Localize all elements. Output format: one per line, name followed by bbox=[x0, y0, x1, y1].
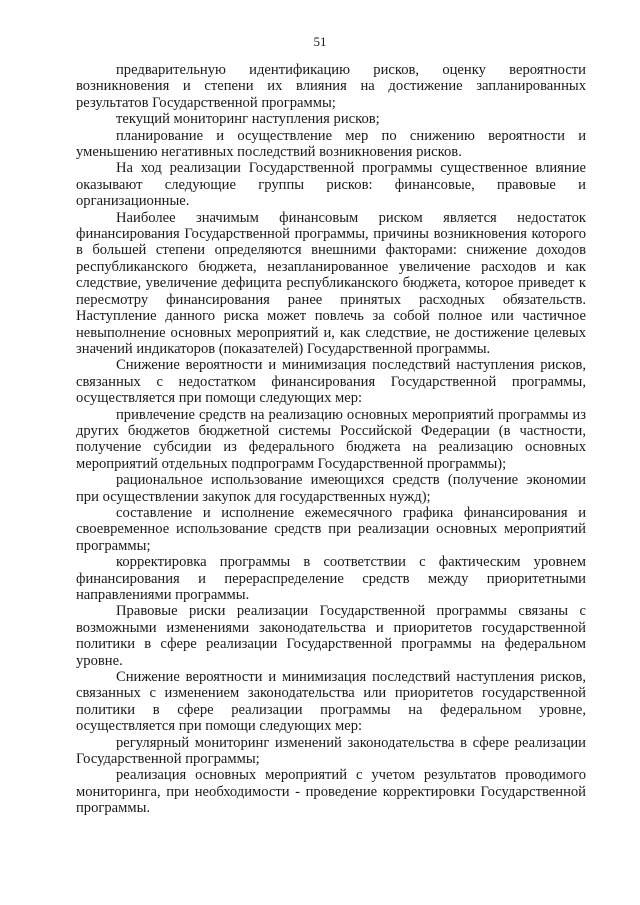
paragraph-financial-risk: Наиболее значимым финансовым риском является недостаток финансирования Государственной программы, причины возникновения которого в большей степени определяются внешними факторами: снижение доходов республиканского бюджета, незапланированное увеличение расходов и как следствие, увеличение дефицита республиканского бюджета, которое приведет к пересмотру финансирования ранее принятых расходных обязательств. Наступление данного риска может повлечь за собой полное или частичное невыполнение основных мероприятий и, как следствие, не достижение целевых значений индикаторов (показателей) Государственной программы. bbox=[76, 209, 586, 357]
paragraph-risk-monitoring: текущий мониторинг наступления рисков; bbox=[116, 111, 380, 128]
paragraph-measure-adjustment: корректировка программы в соответствии с фактическим уровнем финансирования и перераспределение средств между приоритетными направлениями программы. bbox=[76, 554, 586, 603]
paragraph-measure-attract-funds: привлечение средств на реализацию основных мероприятий программы из других бюджетов бюджетной системы Российской Федерации (в частности, получение субсидии из федерального бюджета на реализацию основных мероприятий отдельных подпрограмм Государственной программы); bbox=[76, 406, 586, 472]
paragraph-legal-risks: Правовые риски реализации Государственной программы связаны с возможными изменениями законодательства и приоритетов государственной политики в сфере реализации Государственной программы на федеральном уровне. bbox=[76, 603, 586, 669]
paragraph-measure-implementation: реализация основных мероприятий с учетом результатов проводимого мониторинга, при необходимости - проведение корректировки Государственной программы. bbox=[76, 767, 586, 817]
document-body bbox=[76, 62, 586, 817]
page-number: 51 bbox=[313, 34, 327, 49]
paragraph-risk-groups: На ход реализации Государственной программы существенное влияние оказывают следующие группы рисков: финансовые, правовые и организационные. bbox=[76, 160, 586, 210]
paragraph-measure-monthly-schedule: составление и исполнение ежемесячного графика финансирования и своевременное использование средств при реализации основных мероприятий программы; bbox=[76, 504, 586, 554]
paragraph-risk-identification: предварительную идентификацию рисков, оценку вероятности возникновения и степени их влияния на достижение запланированных результатов Государственной программы; bbox=[76, 62, 586, 111]
paragraph-risk-mitigation-planning: планирование и осуществление мер по снижению вероятности и уменьшению негативных последствий возникновения рисков. bbox=[76, 127, 586, 161]
paragraph-measure-rational-use: рациональное использование имеющихся средств (получение экономии при осуществлении закупок для государственных нужд); bbox=[76, 472, 586, 505]
paragraph-legal-measures-intro: Снижение вероятности и минимизация последствий наступления рисков, связанных с изменением законодательства или приоритетов государственной политики в сфере реализации программы на федеральном уровне, осуществляется при помощи следующих мер: bbox=[76, 669, 586, 735]
paragraph-financial-measures-intro: Снижение вероятности и минимизация последствий наступления рисков, связанных с недостатком финансирования Государственной программы, осуществляется при помощи следующих мер: bbox=[76, 357, 586, 407]
paragraph-measure-legislation-monitoring: регулярный мониторинг изменений законодательства в сфере реализации Государственной программы; bbox=[76, 734, 586, 768]
